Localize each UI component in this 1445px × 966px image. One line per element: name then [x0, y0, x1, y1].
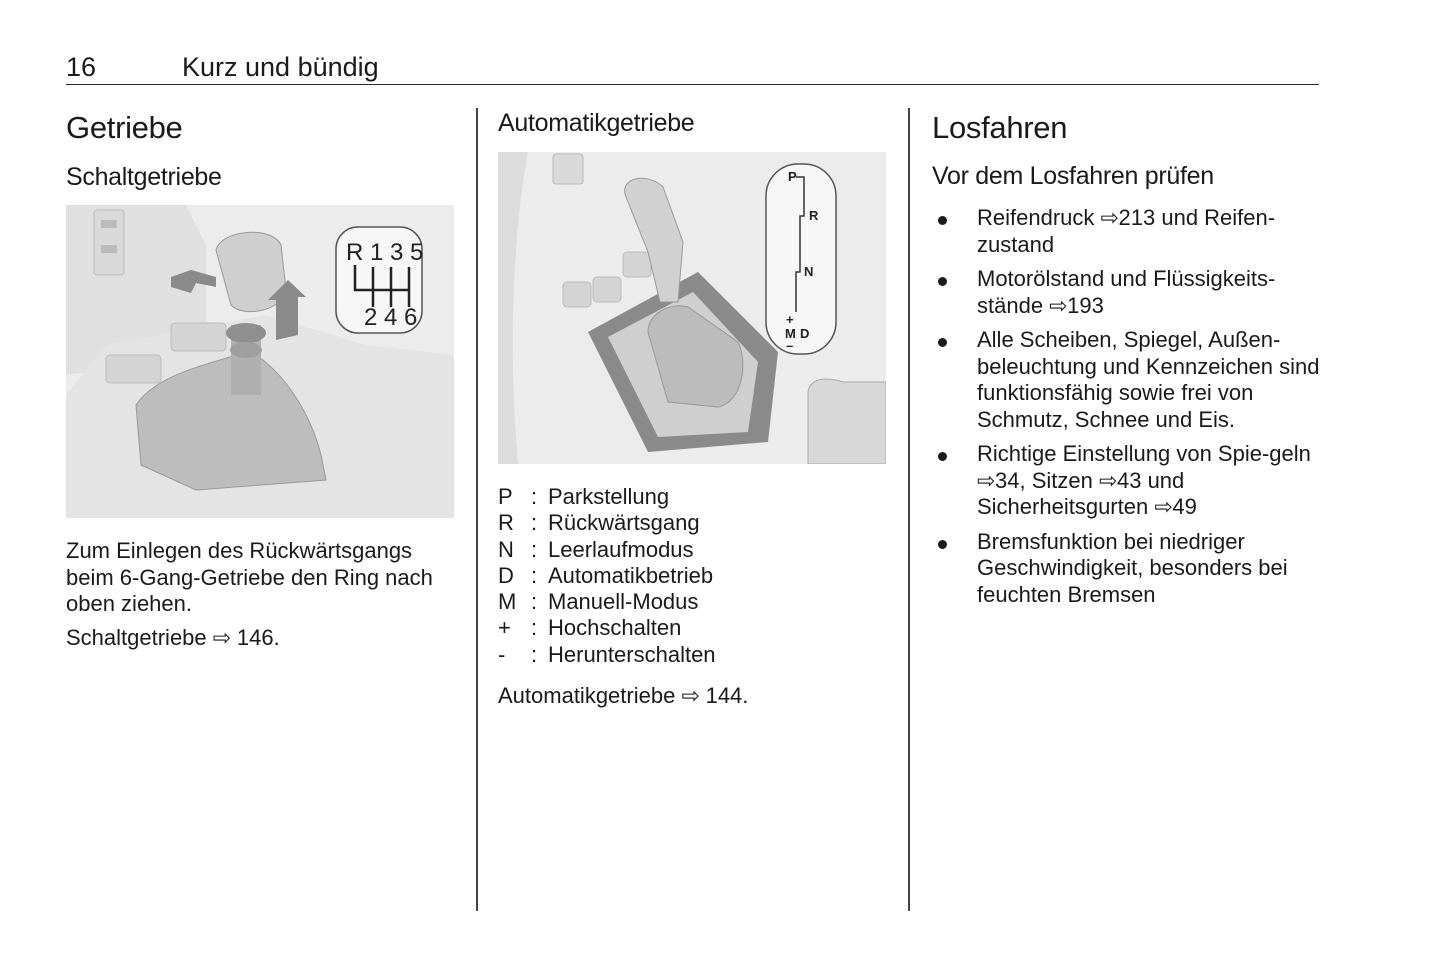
legend-label: Hochschalten [548, 615, 682, 641]
checklist-text: und Reifen-zustand [977, 205, 1276, 257]
legend-label: Parkstellung [548, 484, 670, 509]
legend-row [498, 484, 878, 510]
manual-transmission-reference[interactable] [66, 625, 461, 652]
checklist-item [932, 441, 1327, 521]
reverse-gear-instruction: Zum Einlegen des Rückwärtsgangs beim 6-Gang-Getriebe den Ring nach oben ziehen. [66, 538, 433, 616]
automatic-transmission-reference[interactable] [498, 683, 878, 710]
checklist-item [932, 529, 1327, 609]
page-reference[interactable]: 43 [1116, 467, 1142, 493]
gate-label-r: R [809, 208, 819, 223]
gate-label-d: D [800, 326, 810, 341]
checklist-text: Alle Scheiben, Spiegel, Außen-beleuchtung und Kennzeichen sind funktionsfähig sowie frei von Schmutz, Schnee und Eis. [977, 327, 1320, 432]
legend-key: - [498, 641, 506, 667]
page-header [66, 50, 1319, 85]
section-title: Losfahren [932, 110, 1068, 145]
gate-label-p: P [788, 169, 797, 184]
legend-label: Leerlaufmodus [548, 536, 694, 562]
bullet-icon [938, 338, 947, 347]
section-title: Getriebe [66, 110, 183, 145]
legend-key: M [498, 589, 517, 615]
subsection-title: Schaltgetriebe [66, 163, 222, 191]
gate-label-plus: + [786, 312, 794, 327]
page-reference[interactable]: 213 [1118, 205, 1156, 230]
pre-drive-checklist [932, 205, 1327, 616]
reference-label: Schaltgetriebe [66, 624, 207, 650]
checklist-item [932, 205, 1327, 258]
bullet-icon [938, 540, 947, 549]
legend-row [498, 642, 878, 668]
manual-gear-description [66, 538, 461, 651]
legend-key: N [498, 536, 514, 562]
reference-page: 146. [236, 624, 280, 650]
legend-sep: : [531, 484, 538, 509]
page-reference-arrow-icon: ⇨ [1100, 205, 1119, 230]
legend-sep: : [531, 615, 538, 641]
legend-sep: : [531, 589, 538, 615]
legend-row [498, 563, 878, 589]
column-divider [476, 108, 478, 911]
legend-row [498, 537, 878, 563]
legend-sep: : [531, 562, 538, 588]
legend-key: D [498, 562, 514, 588]
gate-label-n: N [804, 264, 814, 279]
gate-label-m: M [785, 326, 796, 341]
page-reference-arrow-icon: ⇨ [1154, 494, 1173, 519]
automatic-gear-selector-illustration [498, 152, 886, 464]
legend-label: Manuell-Modus [548, 589, 699, 615]
subsection-title: Automatikgetriebe [498, 109, 695, 137]
subsection-title: Vor dem Losfahren prüfen [932, 162, 1214, 190]
legend-row [498, 510, 878, 536]
column-divider [908, 108, 910, 911]
gear-pattern-top: R 1 3 5 [346, 239, 424, 266]
page-reference-arrow-icon: ⇨ [212, 624, 232, 650]
legend-label: Rückwärtsgang [548, 510, 700, 536]
checklist-text: Richtige Einstellung von Spie-geln [977, 441, 1311, 466]
manual-gear-shift-illustration [66, 205, 454, 518]
checklist-text: Motorölstand und Flüssigkeits-stände [977, 266, 1276, 318]
chapter-title: Kurz und bündig [182, 52, 379, 82]
gate-label-minus: – [786, 338, 794, 353]
legend-sep: : [531, 510, 538, 536]
bullet-icon [938, 452, 947, 461]
legend-sep: : [531, 536, 538, 562]
gear-pattern-bottom: 2 4 6 [364, 304, 418, 331]
bullet-icon [938, 277, 947, 286]
reference-page: 144. [705, 683, 749, 709]
legend-key: R [498, 510, 514, 536]
legend-sep: : [531, 641, 538, 667]
gear-position-legend [498, 484, 878, 710]
manual-shifter-drawing [66, 205, 454, 518]
checklist-item [932, 266, 1327, 319]
page-reference[interactable]: 49 [1172, 494, 1197, 519]
page-reference-arrow-icon: ⇨ [681, 683, 700, 709]
automatic-shifter-drawing [498, 152, 886, 464]
checklist-text: Reifendruck [977, 205, 1101, 230]
checklist-item [932, 327, 1327, 433]
reference-label: Automatikgetriebe [498, 683, 676, 709]
page-reference[interactable]: 34 [995, 467, 1020, 493]
legend-key: + [498, 615, 511, 641]
page-reference[interactable]: 193 [1067, 292, 1104, 318]
checklist-text: und Sicherheitsgurten [977, 467, 1185, 519]
page-number: 16 [66, 52, 97, 82]
legend-row [498, 615, 878, 641]
page-reference-arrow-icon: ⇨ [1049, 292, 1068, 318]
page-reference-arrow-icon: ⇨ [1098, 467, 1118, 493]
page-reference-arrow-icon: ⇨ [977, 467, 996, 493]
checklist-text: Bremsfunktion bei niedriger Geschwindigkeit, besonders bei feuchten Bremsen [977, 528, 1288, 607]
bullet-icon [938, 216, 947, 225]
legend-label: Herunterschalten [548, 641, 716, 667]
legend-row [498, 589, 878, 615]
checklist-text: , Sitzen [1019, 467, 1099, 493]
legend-label: Automatikbetrieb [548, 562, 714, 588]
legend-key: P [498, 484, 513, 509]
